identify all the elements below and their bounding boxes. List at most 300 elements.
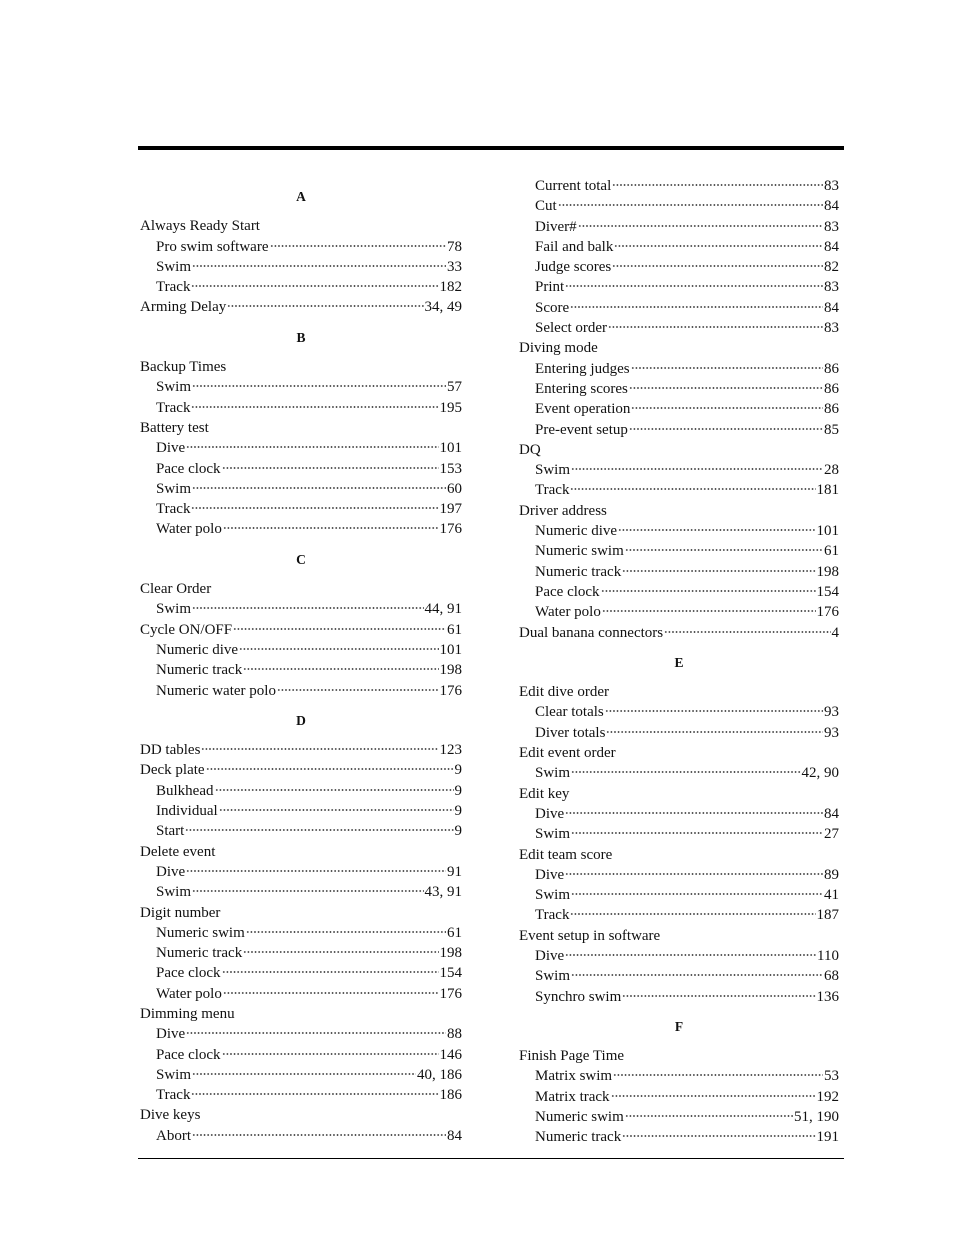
entry-term: Driver address (519, 502, 607, 519)
entry-term: Fail and balk (535, 238, 614, 255)
dot-leader (270, 244, 447, 248)
entry-term: Select order (535, 320, 608, 337)
entry-term: Cycle ON/OFF (140, 621, 233, 638)
index-subentry (519, 257, 839, 277)
entry-term: Battery test (140, 419, 209, 436)
index-subentry (519, 1087, 839, 1107)
entry-term: Swim (156, 601, 192, 618)
dot-leader (614, 244, 823, 248)
entry-page-numbers: 68 (824, 968, 839, 985)
index-letter-heading: D (296, 712, 306, 728)
dot-leader (201, 747, 438, 751)
entry-page-numbers: 78 (447, 238, 462, 255)
entry-term: Edit key (519, 785, 570, 802)
entry-term: Numeric track (156, 945, 243, 962)
entry-page-numbers: 84 (824, 198, 839, 215)
index-subentry (140, 862, 462, 882)
dot-leader (192, 606, 423, 610)
entry-term: Individual (156, 803, 218, 820)
dot-leader (622, 1134, 815, 1138)
index-subentry (519, 1107, 839, 1127)
entry-term: Backup Times (140, 359, 227, 376)
index-entry (519, 440, 839, 460)
index-subentry (140, 781, 462, 801)
dot-leader (215, 788, 454, 792)
entry-page-numbers: 61 (824, 543, 839, 560)
dot-leader (246, 930, 446, 934)
entry-term: Edit team score (519, 846, 613, 863)
entry-page-numbers: 191 (816, 1129, 839, 1146)
entry-page-numbers: 176 (439, 521, 462, 538)
entry-term: Track (156, 399, 191, 416)
index-subentry (140, 237, 462, 257)
dot-leader (186, 445, 438, 449)
dot-leader (206, 767, 454, 771)
entry-term: Numeric track (156, 662, 243, 679)
index-subentry (140, 1126, 462, 1146)
entry-term: Diver# (535, 218, 577, 235)
entry-page-numbers: 176 (439, 985, 462, 1002)
index-entry (140, 1105, 462, 1125)
dot-leader (631, 366, 823, 370)
entry-term: Digit number (140, 904, 221, 921)
dot-leader (223, 991, 439, 995)
index-subentry (140, 459, 462, 479)
index-subentry (140, 681, 462, 701)
index-subentry (519, 763, 839, 783)
index-subentry (140, 599, 462, 619)
top-rule (138, 146, 844, 150)
index-subentry (140, 963, 462, 983)
entry-term: Matrix swim (535, 1068, 613, 1085)
entry-term: Swim (156, 379, 192, 396)
entry-term: Entering scores (535, 380, 628, 397)
index-subentry (519, 905, 839, 925)
entry-term: Event setup in software (519, 927, 661, 944)
index-subentry (519, 702, 839, 722)
dot-leader (612, 183, 823, 187)
index-subentry (140, 1085, 462, 1105)
entry-page-numbers: 83 (824, 178, 839, 194)
entry-page-numbers: 57 (447, 379, 462, 396)
dot-leader (565, 284, 823, 288)
dot-leader (223, 526, 439, 530)
entry-page-numbers: 182 (439, 279, 462, 296)
entry-page-numbers: 197 (439, 501, 462, 518)
dot-leader (631, 406, 823, 410)
index-subentry (140, 801, 462, 821)
entry-term: Dimming menu (140, 1005, 235, 1022)
entry-page-numbers: 86 (824, 360, 839, 377)
entry-page-numbers: 9 (454, 803, 462, 820)
entry-page-numbers: 27 (824, 826, 839, 843)
entry-term: Always Ready Start (140, 218, 260, 235)
entry-page-numbers: 86 (824, 401, 839, 418)
entry-term: Dive keys (140, 1107, 201, 1124)
entry-page-numbers: 84 (447, 1127, 462, 1144)
index-subentry (519, 399, 839, 419)
dot-leader (602, 609, 816, 613)
entry-term: Start (156, 823, 185, 840)
dot-leader (192, 1133, 446, 1137)
index-subentry (140, 479, 462, 499)
index-subentry (519, 379, 839, 399)
entry-term: Numeric dive (156, 641, 239, 658)
entry-term: Pace clock (535, 583, 600, 600)
index-entry (519, 784, 839, 804)
entry-term: Swim (156, 258, 192, 275)
dot-leader (611, 1094, 816, 1098)
entry-term: Numeric track (535, 563, 622, 580)
index-subentry (519, 541, 839, 561)
index-subentry (519, 966, 839, 986)
entry-term: Swim (535, 826, 571, 843)
dot-leader (625, 548, 823, 552)
index-subentry (519, 277, 839, 297)
index-subentry (140, 257, 462, 277)
entry-term: Swim (156, 1066, 192, 1083)
entry-page-numbers: 101 (439, 641, 462, 658)
dot-leader (219, 808, 454, 812)
dot-leader (629, 427, 823, 431)
entry-page-numbers: 84 (824, 238, 839, 255)
dot-leader (243, 667, 438, 671)
dot-leader (613, 1073, 823, 1077)
dot-leader (571, 770, 800, 774)
entry-page-numbers: 101 (439, 440, 462, 457)
dot-leader (605, 709, 823, 713)
dot-leader (191, 284, 438, 288)
entry-term: Track (156, 279, 191, 296)
index-letter-heading: E (674, 654, 684, 670)
dot-leader (186, 869, 446, 873)
entry-term: DQ (519, 441, 541, 458)
dot-leader (571, 467, 823, 471)
entry-term: Numeric swim (156, 924, 245, 941)
entry-term: Pace clock (156, 965, 221, 982)
dot-leader (192, 889, 423, 893)
index-subentry (140, 660, 462, 680)
entry-page-numbers: 9 (454, 782, 462, 799)
entry-term: Deck plate (140, 762, 205, 779)
dot-leader (571, 973, 823, 977)
index-letter-heading: C (296, 551, 306, 567)
entry-page-numbers: 198 (439, 945, 462, 962)
entry-term: Pro swim software (156, 238, 269, 255)
index-subentry (519, 480, 839, 500)
index-entry (519, 926, 839, 946)
dot-leader (606, 730, 823, 734)
entry-term: Pace clock (156, 1046, 221, 1063)
entry-term: Numeric water polo (156, 682, 276, 699)
entry-page-numbers: 186 (439, 1087, 462, 1104)
index-subentry (140, 640, 462, 660)
index-subentry (519, 217, 839, 237)
index-entry (140, 216, 462, 236)
index-subentry (519, 946, 839, 966)
entry-term: Arming Delay (140, 299, 227, 316)
dot-leader (277, 688, 439, 692)
index-subentry (140, 519, 462, 539)
index-entry (140, 842, 462, 862)
entry-page-numbers: 153 (439, 460, 462, 477)
dot-leader (571, 892, 823, 896)
entry-term: Track (156, 501, 191, 518)
entry-page-numbers: 154 (439, 965, 462, 982)
entry-term: Delete event (140, 843, 216, 860)
dot-leader (571, 831, 823, 835)
index-column-right (519, 176, 839, 1148)
index-entry (519, 338, 839, 358)
index-subentry (519, 602, 839, 622)
entry-term: Swim (535, 765, 571, 782)
index-letter-heading: A (296, 189, 306, 204)
index-entry (140, 620, 462, 640)
dot-leader (185, 828, 453, 832)
index-entry (519, 623, 839, 643)
entry-term: Diving mode (519, 340, 598, 357)
entry-term: Track (156, 1087, 191, 1104)
dot-leader (622, 994, 815, 998)
entry-term: Dive (535, 866, 565, 883)
index-entry (519, 1046, 839, 1066)
entry-term: Numeric track (535, 1129, 622, 1146)
index-entry (140, 579, 462, 599)
entry-page-numbers: 93 (824, 724, 839, 741)
entry-term: Abort (156, 1127, 191, 1144)
entry-term: Numeric dive (535, 523, 618, 540)
dot-leader (239, 647, 438, 651)
entry-page-numbers: 192 (816, 1088, 839, 1105)
dot-leader (192, 1072, 416, 1076)
entry-term: Swim (156, 884, 192, 901)
dot-leader (192, 384, 446, 388)
entry-page-numbers: 33 (447, 258, 462, 275)
dot-leader (629, 386, 823, 390)
entry-term: Cut (535, 198, 557, 215)
entry-page-numbers: 181 (816, 482, 839, 499)
entry-page-numbers: 51, 190 (794, 1109, 839, 1126)
entry-term: Track (535, 907, 570, 924)
index-entry (140, 760, 462, 780)
index-entry (140, 297, 462, 317)
dot-leader (608, 325, 823, 329)
index-subentry (140, 984, 462, 1004)
entry-page-numbers: 61 (447, 924, 462, 941)
dot-leader (558, 203, 823, 207)
dot-leader (565, 953, 816, 957)
entry-page-numbers: 9 (454, 823, 462, 840)
index-subentry (519, 723, 839, 743)
index-entry (140, 1004, 462, 1024)
index-subentry (140, 882, 462, 902)
entry-term: Pre-event setup (535, 421, 628, 438)
dot-leader (222, 1052, 439, 1056)
index-subentry (140, 943, 462, 963)
entry-term: Water polo (535, 604, 601, 621)
entry-page-numbers: 195 (439, 399, 462, 416)
entry-page-numbers: 9 (454, 762, 462, 779)
entry-page-numbers: 60 (447, 480, 462, 497)
entry-term: Track (535, 482, 570, 499)
dot-leader (570, 305, 823, 309)
index-subentry (519, 237, 839, 257)
entry-term: Numeric swim (535, 543, 624, 560)
entry-page-numbers: 86 (824, 380, 839, 397)
dot-leader (192, 486, 446, 490)
index-subentry (519, 562, 839, 582)
entry-term: Edit dive order (519, 684, 609, 701)
dot-leader (664, 630, 830, 634)
dot-leader (186, 1031, 446, 1035)
entry-page-numbers: 123 (439, 742, 462, 759)
entry-term: Water polo (156, 985, 222, 1002)
index-subentry (519, 521, 839, 541)
entry-term: Diver totals (535, 724, 606, 741)
entry-term: Swim (535, 968, 571, 985)
bottom-rule (138, 1158, 844, 1159)
index-subentry (519, 582, 839, 602)
index-subentry (519, 460, 839, 480)
index-entry (140, 903, 462, 923)
index-subentry (140, 398, 462, 418)
entry-term: Event operation (535, 401, 631, 418)
index-subentry (519, 1127, 839, 1147)
entry-page-numbers: 85 (824, 421, 839, 438)
dot-leader (565, 872, 823, 876)
entry-term: Matrix track (535, 1088, 610, 1105)
entry-page-numbers: 44, 91 (424, 601, 462, 618)
index-subentry (519, 196, 839, 216)
entry-page-numbers: 101 (816, 523, 839, 540)
dot-leader (622, 569, 815, 573)
index-subentry (519, 420, 839, 440)
dot-leader (222, 466, 439, 470)
dot-leader (570, 487, 815, 491)
index-subentry (140, 377, 462, 397)
dot-leader (192, 264, 446, 268)
index-letter-heading: B (296, 329, 306, 345)
index-subentry (519, 359, 839, 379)
dot-leader (570, 912, 815, 916)
entry-term: Clear Order (140, 581, 212, 598)
entry-term: Dive (156, 1026, 186, 1043)
entry-page-numbers: 154 (816, 583, 839, 600)
entry-term: DD tables (140, 742, 201, 759)
index-subentry (140, 923, 462, 943)
index-entry (519, 845, 839, 865)
entry-page-numbers: 88 (447, 1026, 462, 1043)
entry-page-numbers: 91 (447, 863, 462, 880)
entry-page-numbers: 93 (824, 704, 839, 721)
entry-term: Edit event order (519, 745, 616, 762)
entry-term: Entering judges (535, 360, 630, 377)
index-subentry (140, 1024, 462, 1044)
entry-page-numbers: 176 (439, 682, 462, 699)
dot-leader (233, 627, 446, 631)
dot-leader (618, 528, 815, 532)
dot-leader (191, 506, 438, 510)
index-entry (140, 357, 462, 377)
entry-term: Clear totals (535, 704, 604, 721)
entry-page-numbers: 89 (824, 866, 839, 883)
dot-leader (612, 264, 823, 268)
entry-term: Current total (535, 178, 612, 194)
entry-page-numbers: 4 (831, 624, 839, 641)
entry-page-numbers: 41 (824, 887, 839, 904)
entry-term: Bulkhead (156, 782, 214, 799)
entry-term: Judge scores (535, 259, 612, 276)
index-subentry (140, 277, 462, 297)
entry-page-numbers: 83 (824, 218, 839, 235)
entry-page-numbers: 198 (816, 563, 839, 580)
entry-term: Synchro swim (535, 988, 622, 1005)
entry-page-numbers: 53 (824, 1068, 839, 1085)
entry-page-numbers: 83 (824, 279, 839, 296)
index-subentry (519, 804, 839, 824)
index-subentry (140, 1065, 462, 1085)
index-subentry (140, 499, 462, 519)
entry-page-numbers: 198 (439, 662, 462, 679)
index-column-left (140, 176, 462, 1146)
dot-leader (191, 1092, 438, 1096)
entry-page-numbers: 61 (447, 621, 462, 638)
entry-term: Dive (535, 805, 565, 822)
entry-term: Dive (535, 947, 565, 964)
entry-page-numbers: 42, 90 (801, 765, 839, 782)
index-subentry (519, 885, 839, 905)
entry-page-numbers: 187 (816, 907, 839, 924)
index-subentry (140, 821, 462, 841)
index-entry (519, 743, 839, 763)
index-entry (140, 740, 462, 760)
entry-term: Water polo (156, 521, 222, 538)
entry-page-numbers: 40, 186 (417, 1066, 462, 1083)
dot-leader (625, 1114, 793, 1118)
dot-leader (243, 950, 438, 954)
index-subentry (140, 1045, 462, 1065)
index-entry (519, 682, 839, 702)
entry-term: Dive (156, 863, 186, 880)
entry-page-numbers: 136 (816, 988, 839, 1005)
entry-term: Dual banana connectors (519, 624, 664, 641)
dot-leader (578, 224, 823, 228)
entry-term: Swim (156, 480, 192, 497)
entry-page-numbers: 176 (816, 604, 839, 621)
index-entry (140, 418, 462, 438)
entry-page-numbers: 84 (824, 805, 839, 822)
index-subentry (519, 987, 839, 1007)
index-entry (519, 501, 839, 521)
entry-page-numbers: 43, 91 (424, 884, 462, 901)
entry-page-numbers: 110 (817, 947, 839, 964)
entry-page-numbers: 83 (824, 320, 839, 337)
entry-page-numbers: 28 (824, 462, 839, 479)
entry-term: Score (535, 299, 570, 316)
entry-term: Print (535, 279, 565, 296)
entry-page-numbers: 34, 49 (424, 299, 462, 316)
dot-leader (222, 970, 439, 974)
index-subentry (519, 176, 839, 196)
index-letter-heading: F (674, 1018, 684, 1034)
index-subentry (519, 1066, 839, 1086)
entry-term: Swim (535, 462, 571, 479)
entry-term: Dive (156, 440, 186, 457)
entry-term: Finish Page Time (519, 1048, 625, 1065)
dot-leader (565, 811, 823, 815)
index-subentry (519, 865, 839, 885)
entry-page-numbers: 146 (439, 1046, 462, 1063)
